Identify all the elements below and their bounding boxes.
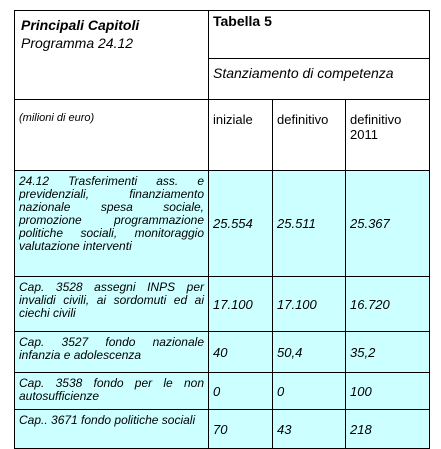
cell-value: 218 — [346, 410, 430, 449]
row-label: Cap. 3528 assegni INPS per invalidi civili, ai sordomuti ed ai ciechi civili — [15, 277, 209, 332]
cell-value: 100 — [346, 373, 430, 410]
table-row — [15, 171, 430, 277]
cell-value: 35,2 — [346, 332, 430, 373]
cell-value: 17.100 — [273, 277, 346, 332]
cell-value: 25.554 — [209, 171, 273, 277]
table-title-cell — [15, 11, 209, 100]
cell-value: 0 — [209, 373, 273, 410]
section-label: Stanziamento di competenza — [209, 59, 430, 100]
table-row — [15, 410, 430, 449]
cell-value: 25.367 — [346, 171, 430, 277]
table-row — [15, 373, 430, 410]
table-row — [15, 332, 430, 373]
cell-value: 40 — [209, 332, 273, 373]
cell-value: 43 — [273, 410, 346, 449]
column-header-definitivo: definitivo — [273, 100, 346, 171]
budget-table — [14, 10, 430, 449]
units-label: (milioni di euro) — [15, 100, 209, 171]
column-header-iniziale: iniziale — [209, 100, 273, 171]
table-title: Principali Capitoli — [21, 17, 140, 33]
table-row — [15, 277, 430, 332]
table-subtitle: Programma 24.12 — [21, 35, 134, 51]
row-label: Cap.. 3671 fondo politiche sociali — [15, 410, 209, 449]
cell-value: 16.720 — [346, 277, 430, 332]
column-header-definitivo-2011: definitivo 2011 — [346, 100, 430, 171]
table-number: Tabella 5 — [209, 11, 430, 59]
row-label: Cap. 3538 fondo per le non autosufficienze — [15, 373, 209, 410]
cell-value: 25.511 — [273, 171, 346, 277]
row-label: 24.12 Trasferimenti ass. e previdenziali, finanziamento nazionale spesa sociale, promozione programmazione politiche sociali, monitoraggio valutazione interventi — [15, 171, 209, 277]
cell-value: 50,4 — [273, 332, 346, 373]
cell-value: 17.100 — [209, 277, 273, 332]
cell-value: 0 — [273, 373, 346, 410]
row-label: Cap. 3527 fondo nazionale infanzia e adolescenza — [15, 332, 209, 373]
cell-value: 70 — [209, 410, 273, 449]
